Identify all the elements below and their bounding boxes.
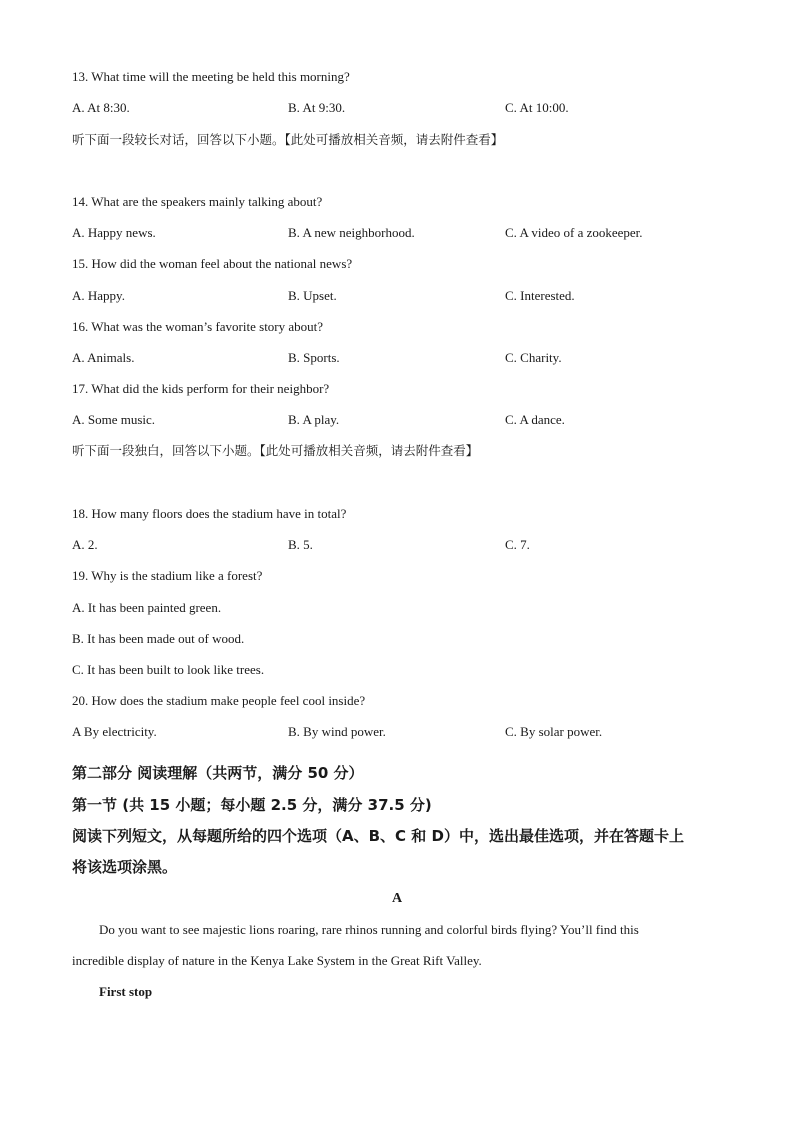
question-14-stem: 14. What are the speakers mainly talking about? [72,194,323,209]
question-18-option-a: A. 2. [72,537,98,552]
question-20-option-a: A By electricity. [72,724,157,739]
question-13-option-a: A. At 8:30. [72,100,130,115]
question-14-option-a: A. Happy news. [72,225,156,240]
listening-instruction-dialogue: 听下面一段较长对话，回答以下小题。【此处可播放相关音频，请去附件查看】 [72,132,504,147]
question-20-stem: 20. How does the stadium make people feel cool inside? [72,693,366,708]
question-16-option-a: A. Animals. [72,350,135,365]
question-19-option-c: C. It has been built to look like trees. [72,662,265,677]
listening-instruction-monologue: 听下面一段独白，回答以下小题。【此处可播放相关音频，请去附件查看】 [72,443,479,458]
question-15-option-b: B. Upset. [288,288,337,303]
question-15-option-a: A. Happy. [72,288,125,303]
question-13-option-b: B. At 9:30. [288,100,346,115]
question-15-stem: 15. How did the woman feel about the national news? [72,256,353,271]
question-14-option-c: C. A video of a zookeeper. [505,225,643,240]
question-19-stem: 19. Why is the stadium like a forest? [72,568,263,583]
question-16-option-c: C. Charity. [505,350,562,365]
question-15-option-c: C. Interested. [505,288,575,303]
question-18-option-b: B. 5. [288,537,313,552]
question-19-option-b: B. It has been made out of wood. [72,631,245,646]
question-20-option-b: B. By wind power. [288,724,386,739]
part-2-title: 第二部分 阅读理解（共两节，满分 50 分） [72,764,364,782]
passage-paragraph-line-2: incredible display of nature in the Kenya Lake System in the Great Rift Valley. [72,953,482,968]
question-18-option-c: C. 7. [505,537,530,552]
passage-label: A [391,891,403,906]
question-13-option-c: C. At 10:00. [505,100,569,115]
reading-instruction-line-2: 将该选项涂黑。 [72,858,178,876]
question-14-option-b: B. A new neighborhood. [288,225,415,240]
question-17-option-b: B. A play. [288,412,340,427]
question-17-option-a: A. Some music. [72,412,156,427]
question-16-stem: 16. What was the woman’s favorite story about? [72,319,324,334]
passage-paragraph-line-1: Do you want to see majestic lions roaring, rare rhinos running and colorful birds flying? You’ll find this [99,922,639,937]
reading-instruction-line-1: 阅读下列短文，从每题所给的四个选项（A、B、C 和 D）中，选出最佳选项，并在答题卡上 [72,827,684,845]
question-13-stem: 13. What time will the meeting be held this morning? [72,69,350,84]
question-18-stem: 18. How many floors does the stadium have in total? [72,506,347,521]
question-17-stem: 17. What did the kids perform for their neighbor? [72,381,330,396]
section-1-title: 第一节 (共 15 小题；每小题 2.5 分，满分 37.5 分) [72,796,432,814]
question-17-option-c: C. A dance. [505,412,565,427]
question-20-option-c: C. By solar power. [505,724,603,739]
question-16-option-b: B. Sports. [288,350,340,365]
subheading-first-stop: First stop [99,984,153,999]
question-19-option-a: A. It has been painted green. [72,600,222,615]
